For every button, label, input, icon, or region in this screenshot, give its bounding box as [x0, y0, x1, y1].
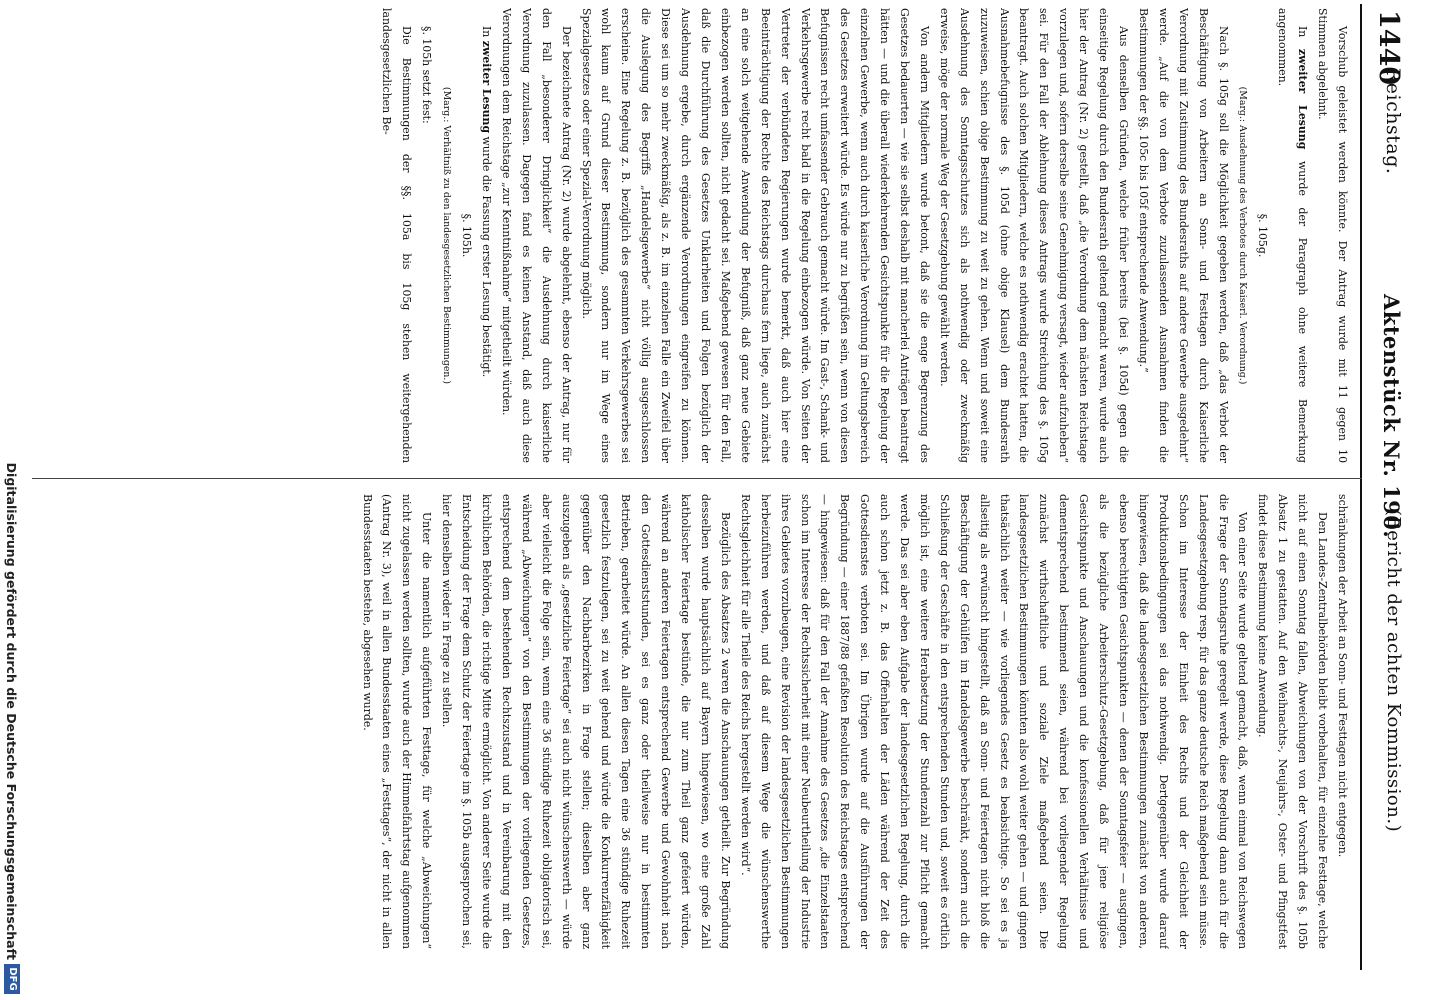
paragraph: Die Bestimmungen der §§. 105a bis 105g stehen weitergehenden landesgesetzlichen Be-: [380, 8, 414, 463]
bold-text: zweiter Lesung: [1296, 48, 1310, 150]
page-header: [1364, 4, 1410, 970]
header-document-number: Aktenstück Nr. 190.: [1379, 294, 1404, 539]
paragraph: [476, 8, 496, 463]
paragraph: Den Landes-Zentralbehörden bleibt vorbehalten, für einzelne Festtage, welche nicht auf einen Sonntag fallen, Abweichungen von der Vorschrift des §. 105b Absatz 1 zu gestatten. Auf den Weihnachts-, Neujahrs-, Oster- und Pfingstfest findet diese Bestimmung keine Anwendung.: [1256, 494, 1330, 949]
paragraph: Von einer Seite wurde geltend gemacht, daß, wenn einmal von Reichswegen die Frage der Sonntagsruhe geregelt werde, diese Regelung dann auch für die Landesgesetzgebung resp. für das ganze deutsche Reich maßgebend sein müsse. Schon im Interesse der Einheit des Rechts und der Gleichheit der Produktionsbedingungen sei das nothwendig. Dertgegenüber wurde darauf hingewiesen, daß die landesgesetzlichen Bestimmungen zunächst von anderen, ebenso berechtigten Gesichtspunkten — denen der Sonntagsfeier — ausgingen, als die bezügliche Arbeiterschutz-Gesetzgebung, daß für jene religiöse Gesichtspunkte und Anschauungen und die konfessionellen Verhältnisse und dementsprechend bestimmend seien, während bei vorliegender Regelung zunächst wirthschaftliche und soziale Ziele maßgebend seien. Die landesgesetzlichen Bestimmungen könnten also wohl weiter gehen — und gingen thatsächlich weiter — wie vorliegendes Gesetz es beabsichtige. So sei es ja allseitig als erwünscht hingestellt, daß an Sonn- und Feiertagen nicht bloß die Beschäftigung der Gehülfen im Handelsgewerbe beschränkt, sondern auch die Schließung der Geschäfte in den entsprechenden Stunden und, soweit es örtlich möglich ist, eine weitere Herabsetzung der Stundenzahl zur Pflicht gemacht werde. Das sei aber eben Aufgabe der landesgesetzlichen Regelung, durch die auch schon jetzt z. B. das Offenhalten der Läden während der Zeit des Gottesdienstes verboten sei. Im Übrigen wurde auf die Ausführungen der Begründung — einer 1887/88 gefaßten Resolution des Reichstages entsprechend — hingewiesen: daß für den Fall der Annahme des Gesetzes „die Einzelstaaten schon im Interesse der Rechtssicherheit mit einer Neubeurtheilung der Industrie ihres Gebietes vorzubeugen, eine Revision der landesgesetzlichen Bestimmungen herbeizuführen werden, und daß auf diesem Wege die wünschenswerthe Rechtsgleichheit für alle Theile des Reichs hergestellt werden wird“.: [738, 494, 1250, 949]
text-run: wurde der Paragraph ohne weitere Bemerkung angenommen.: [1276, 8, 1310, 463]
right-column: [32, 494, 1352, 949]
paragraph: schränkungen der Arbeit an Sonn- und Festtagen nicht entgegen.: [1336, 494, 1349, 858]
paragraph: [1272, 8, 1312, 463]
dfg-credit: Digitalisierung gefördert durch die Deutsche Forschungsgemeinschaft: [4, 462, 19, 960]
column-separator: [32, 478, 1362, 479]
margin-note: (Marg.: Verhältniß zu den landesgesetzlichen Bestimmungen.): [441, 86, 453, 385]
section-heading: §. 105g.: [1256, 213, 1270, 258]
paragraph: Unter die namentlich aufgeführten Festtage, für welche „Abweichungen“ nicht zugelassen werden sollten, wurde auch der Himmelfahrtstag aufgenommen (Antrag Nr. 3), weil in allen Bundesstaaten eines „Festtages“, der nicht in allen Bundesstaaten bestehe, abgesehen wurde.: [360, 494, 434, 949]
paragraph: Der bezeichnete Antrag (Nr. 2) wurde abgelehnt, ebenso der Antrag, nur für den Fall „besonderer Dringlichkeit“ die Ausdehnung durch kaiserliche Verordnung zuzulassen. Dagegen fand es keinen Anstand, daß auch diese Verordnungen dem Reichstage „zur Kenntnißnahme“ mitgetheilt würden.: [499, 8, 573, 463]
left-column: [32, 8, 1352, 463]
paragraph: Aus denselben Gründen, welche früher bereits (bei §. 105d) gegen die einseitige Regelung durch den Bundesrath geltend gemacht waren, wurde auch hier der Antrag (Nr. 2) gestellt, daß „die Verordnung dem nächsten Reichstage vorzulegen und, sofern derselbe seine Genehmigung versagt, wieder aufzuheben“ sei. Für den Fall der Ablehnung dieses Antrags wurde Streichung des §. 105g beantragt. Auch solchen Mitgliedern, welche es nothwendig erachtet hatten, die Ausnahmebefugnisse des §. 105d (ohne obige Klausel) dem Bundesrath zuzuweisen, schien obige Bestimmung zu weit zu gehen. Wenn und soweit eine Ausdehnung des Sonntagsschutzes sich als nothwendig oder zweckmäßig erweise, möge der normale Weg der Gesetzgebung gewählt werden.: [937, 8, 1131, 463]
dfg-logo: DFG: [4, 964, 20, 994]
header-rule: [1360, 4, 1362, 970]
header-left: Reichstag.: [1382, 68, 1404, 175]
header-right: (Bericht der achten Kommission.): [1383, 509, 1404, 833]
section-heading: §. 105h.: [460, 213, 474, 258]
paragraph: Von andern Mitgliedern wurde betont, daß sie die enge Begrenzung des Gesetzes bedauerten — wie sie selbst deshalb mit mancherlei Anträgen beantragt hätten — und die überall wiederkehrenden Gesichtspunkte für die Regelung der einzelnen Gewerbe, wenn auch durch kaiserliche Verordnung im Geltungsbereich des Gesetzes erweitert würde. Es würde nur zu begrüßen sein, wenn von diesen Befugnissen recht umfassender Gebrauch gemacht würde. Im Gast-, Schank- und Verkehrsgewerbe recht bald in die Regelung einbezogen würde. Von Seiten der Vertreter der verbündeten Regierungen wurde bemerkt, daß auch hier eine Beeinträchtigung der Rechte des Reichstags durchaus fern liege, auch zunächst an eine solch weitgehende Anwendung der Befugniß, daß ganz neue Gebiete einbezogen werden sollten, nicht gedacht sei. Maßgebend gewesen für den Fall, daß die Durchführung des Gesetzes Unklarheiten und Folgen bezüglich der Ausdehnung ergebe, durch ergänzende Verordnungen eingreifen zu können. Diese sei um so mehr zweckmäßig, als z. B. im einzelnen Falle ein Zweifel über die Auslegung des Begriffs „Handelsgewerbe“ nicht völlig ausgeschlossen erscheine. Eine Regelung z. B. bezüglich des gesammten Verkehrsgewerbes sei wohl kaum auf Grund dieser Bestimmung, sondern nur im Wege eines Spezialgesetzes oder einer Spezial-Verordnung möglich.: [579, 8, 931, 463]
bold-text: zweiter Lesung: [480, 40, 494, 134]
page-number: 1440: [1373, 10, 1404, 86]
text-run: wurde die Fassung erster Lesung bestätigt.: [480, 133, 494, 378]
margin-note: (Marg.: Ausdehnung des Verbotes durch Kaiserl. Verordnung.): [1237, 86, 1249, 385]
text-run: In: [1296, 26, 1310, 49]
paragraph: Nach §. 105g soll die Möglichkeit gegeben werden, daß „das Verbot der Beschäftigung von Arbeitern an Sonn- und Festtagen durch Kaiserliche Verordnung mit Zustimmung des Bundesraths auf andere Gewerbe ausgedehnt“ werde. „Auf die von dem Verbote zuzulassenden Ausnahmen finden die Bestimmungen der §§. 105c bis 105f entsprechende Anwendung.“: [1136, 8, 1230, 463]
text-run: In: [480, 26, 494, 41]
paragraph: Vorschub geleistet werden könnte. Der Antrag wurde mit 11 gegen 10 Stimmen abgelehnt.: [1316, 8, 1349, 463]
digitization-footer: [0, 0, 23, 1000]
paragraph: Bezüglich des Absatzes 2 waren die Anschauungen getheilt. Zur Begründung desselben wurde hauptsächlich auf Bayern hingewiesen, wo eine große Zahl katholischer Feiertage bestünde, die nur zum Theil ganz gefeiert würden, während an anderen Feiertagen entsprechend Gewerbe und Gewohnheit nach den Gottesdienststunden, sei es ganz oder theilweise nur in bestimmten Betrieben, gearbeitet würde. An allen diesen Tagen eine 36 stündige Ruhezeit gesetzlich festzulegen, sei zu weit gehend und würde die Konkurrenzfähigkeit gegenüber den Nachbarbezirken in Frage stellen; dieselben aber ganz auszugeben als „gesetzliche Feiertage“ sei auch nicht wünschenswerth — würde aber vielleicht die Folge sein, wenn eine 36 stündige Ruhezeit obligatorisch sei, während „Abweichungen“ von den Bestimmungen der vorliegenden Gesetzes, entsprechend dem bestehenden Rechtszustand und in Vereinbarung mit den kirchlichen Behörden, die richtige Mitte ermöglicht. Von anderer Seite wurde die Entscheidung der Frage dem Schutz der Feiertage im §. 105b ausgesprochen sei, hier denselben wieder in Frage zu stellen.: [440, 494, 732, 949]
document-page: [25, 4, 1410, 970]
paragraph: §. 105h setzt fest:: [420, 26, 434, 124]
